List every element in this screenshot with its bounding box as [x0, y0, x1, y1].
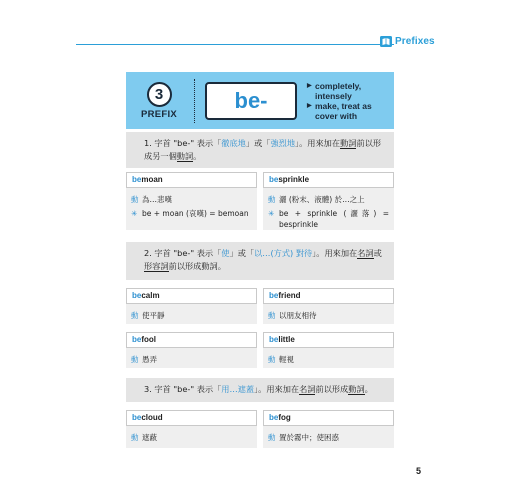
- pos-tag: 動: [268, 433, 276, 442]
- rule-highlight: 強烈地: [270, 138, 296, 148]
- word-card-befriend: [263, 288, 394, 324]
- rule-highlight: 以…(方式) 對待: [254, 248, 313, 258]
- pos-tag: 動: [131, 433, 139, 442]
- word-headword: becalm: [126, 288, 257, 304]
- rule-underline: 動詞: [176, 151, 194, 161]
- rule-underline: 動詞: [340, 138, 357, 148]
- word-card-bemoan: [126, 172, 257, 230]
- rule-highlight: 使: [221, 248, 230, 258]
- word-definition: 遮蔽: [142, 433, 157, 442]
- word-card-befool: [126, 332, 257, 368]
- rule-text: 」。用來加在: [295, 138, 341, 148]
- rule-number: 2.: [144, 248, 152, 258]
- rule-text: 字首 "be-" 表示「: [154, 248, 222, 258]
- pos-tag: 動: [268, 355, 276, 364]
- word-definition: 輕視: [279, 355, 294, 364]
- rule-text: 前以形: [356, 138, 382, 148]
- word-headword: befool: [126, 332, 257, 348]
- word-definition: 愚弄: [142, 355, 157, 364]
- word-definition: 為…悲嘆: [142, 195, 172, 204]
- top-rule: [76, 44, 394, 45]
- rule-highlight: 用…遮蓋: [221, 384, 255, 394]
- rule-text: 。: [193, 151, 202, 161]
- rule-text: 或: [373, 248, 382, 258]
- pos-tag: 動: [268, 195, 276, 204]
- asterisk-icon: ✳: [131, 209, 138, 218]
- pos-tag: 動: [131, 311, 139, 320]
- word-card-befog: [263, 410, 394, 448]
- prefix-badge: [136, 82, 182, 120]
- rule-text: 前以形成動詞。: [168, 261, 226, 271]
- word-definition: 灑 (粉末、液體) 於…之上: [279, 195, 365, 204]
- prefix-label: PREFIX: [140, 108, 178, 120]
- rule-text: 」或「: [245, 138, 271, 148]
- word-card-becloud: [126, 410, 257, 448]
- rule-underline: 形容詞: [144, 261, 169, 271]
- word-headword: becloud: [126, 410, 257, 426]
- word-card-becalm: [126, 288, 257, 324]
- section-title: Prefixes: [395, 36, 435, 47]
- asterisk-icon: ✳: [268, 209, 275, 218]
- divider: [194, 79, 195, 123]
- rule-text: 前以形成: [315, 384, 349, 394]
- rule-highlight: 徹底地: [221, 138, 246, 148]
- word-formula: be + sprinkle (灑落) = besprinkle: [279, 209, 389, 229]
- book-icon: [380, 36, 392, 47]
- word-headword: bemoan: [126, 172, 257, 188]
- rule-text: 」或「: [229, 248, 255, 258]
- rule-box-1: [126, 132, 394, 168]
- rule-underline: 名詞: [357, 248, 374, 258]
- pos-tag: 動: [131, 355, 139, 364]
- page-number: 5: [416, 466, 422, 476]
- meaning-item: cover with: [315, 110, 358, 121]
- word-definition: 以朋友相待: [279, 311, 317, 320]
- word-headword: belittle: [263, 332, 394, 348]
- rule-underline: 動詞: [348, 384, 365, 394]
- pos-tag: 動: [268, 311, 276, 320]
- rule-text: 字首 "be-" 表示「: [154, 384, 222, 394]
- meaning-item: intensely: [315, 90, 352, 101]
- rule-text: 字首 "be-" 表示「: [154, 138, 222, 148]
- prefix-number: 3: [147, 82, 172, 107]
- rule-number: 1.: [144, 138, 152, 148]
- rule-text: 。: [364, 384, 373, 394]
- word-card-belittle: [263, 332, 394, 368]
- word-definition: 使平靜: [142, 311, 165, 320]
- word-formula: be + moan (哀嘆) = bemoan: [142, 209, 249, 218]
- word-headword: befriend: [263, 288, 394, 304]
- rule-text: 」。用來加在: [312, 248, 358, 258]
- word-headword: besprinkle: [263, 172, 394, 188]
- meaning-item: ▶ make, treat as: [307, 101, 372, 111]
- pos-tag: 動: [131, 195, 139, 204]
- prefix-meanings: [307, 81, 372, 121]
- prefix-word: be-: [205, 82, 297, 120]
- rule-box-2: [126, 242, 394, 280]
- word-card-besprinkle: [263, 172, 394, 230]
- prefix-header: [126, 72, 394, 129]
- word-headword: befog: [263, 410, 394, 426]
- rule-text: 」。用來加在: [254, 384, 300, 394]
- section-tab: [380, 36, 435, 47]
- rule-box-3: [126, 378, 394, 402]
- meaning-item: ▶ completely,: [307, 81, 372, 91]
- rule-number: 3.: [144, 384, 152, 394]
- rule-underline: 名詞: [299, 384, 316, 394]
- rule-text: 成另一個: [144, 151, 177, 161]
- word-definition: 置於霧中；使困惑: [279, 433, 339, 442]
